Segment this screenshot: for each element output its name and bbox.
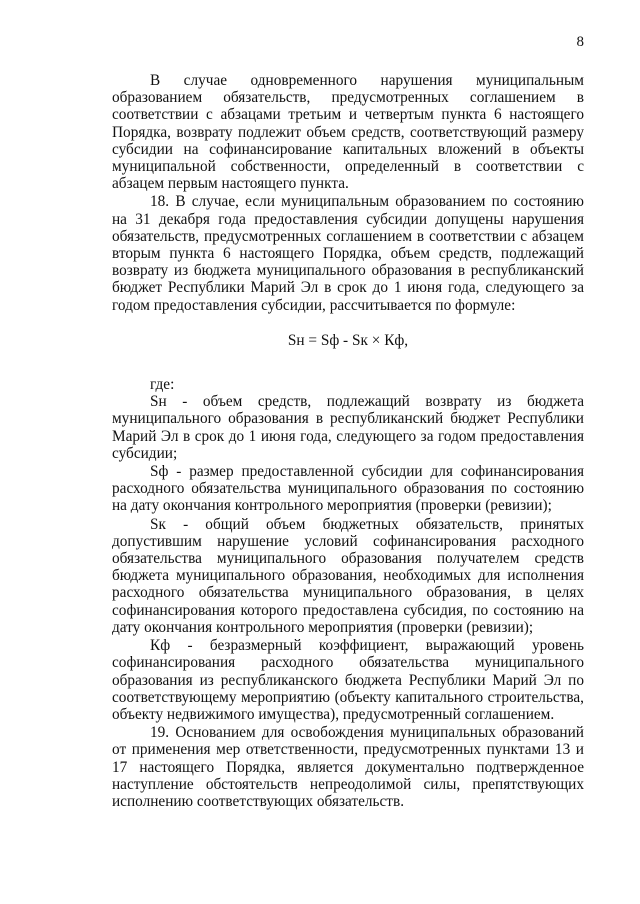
paragraph-item-19: 19. Основанием для освобождения муниципальных образований от применения мер ответственности, предусмотренных пунктами 13 и 17 настоящего Порядка, является документально подтвержденное наступление обстоятельств непреодолимой силы, препятствующих исполнению соответствующих обязательств. [112,724,584,810]
formula: Sн = Sф - Sк × Кф, [287,331,409,349]
paragraph-penalty-simultaneous: В случае одновременного нарушения муниципальным образованием обязательств, предусмотренных соглашением в соответствии с абзацами третьим и четвертым пункта 6 настоящего Порядка, возврату подлежит объем средств, соответствующий размеру субсидии на софинансирование капитальных вложений в объекты муниципальной собственности, определенный в соответствии с абзацем первым настоящего пункта. [112,72,584,193]
document-body [112,72,584,810]
definition-sk: Sк - общий объем бюджетных обязательств, принятых допустившим нарушение условий софинансирования расходного обязательства муниципального образования получателем средств бюджета муниципального образования, необходимых для исполнения расходного обязательства муниципального образования, в целях софинансирования которого предоставлена субсидия, по состоянию на дату окончания контрольного мероприятия (проверки (ревизии); [112,515,584,636]
definition-kf: Кф - безразмерный коэффициент, выражающий уровень софинансирования расходного обязательства муниципального образования из республиканского бюджета Республики Марий Эл по соответствующему мероприятию (объекту капитального строительства, объекту недвижимого имущества), предусмотренный соглашением. [112,637,584,723]
definition-sf: Sф - размер предоставленной субсидии для софинансирования расходного обязательства муниципального образования по состоянию на дату окончания контрольного мероприятия (проверки (ревизии); [112,463,584,515]
paragraph-item-18: 18. В случае, если муниципальным образованием по состоянию на 31 декабря года предоставления субсидии допущены нарушения обязательств, предусмотренных соглашением в соответствии с абзацем вторым пункта 6 настоящего Порядка, объем средств, подлежащий возврату из бюджета муниципального образования в республиканский бюджет Республики Марий Эл в срок до 1 июня года, следующего за годом предоставления субсидии, рассчитывается по формуле: [112,193,584,314]
page-number: 8 [576,34,584,50]
definition-sn: Sн - объем средств, подлежащий возврату из бюджета муниципального образования в республиканский бюджет Республики Марий Эл в срок до 1 июня года, следующего за годом предоставления субсидии; [112,393,584,462]
formula-where-label: где: [150,376,175,394]
